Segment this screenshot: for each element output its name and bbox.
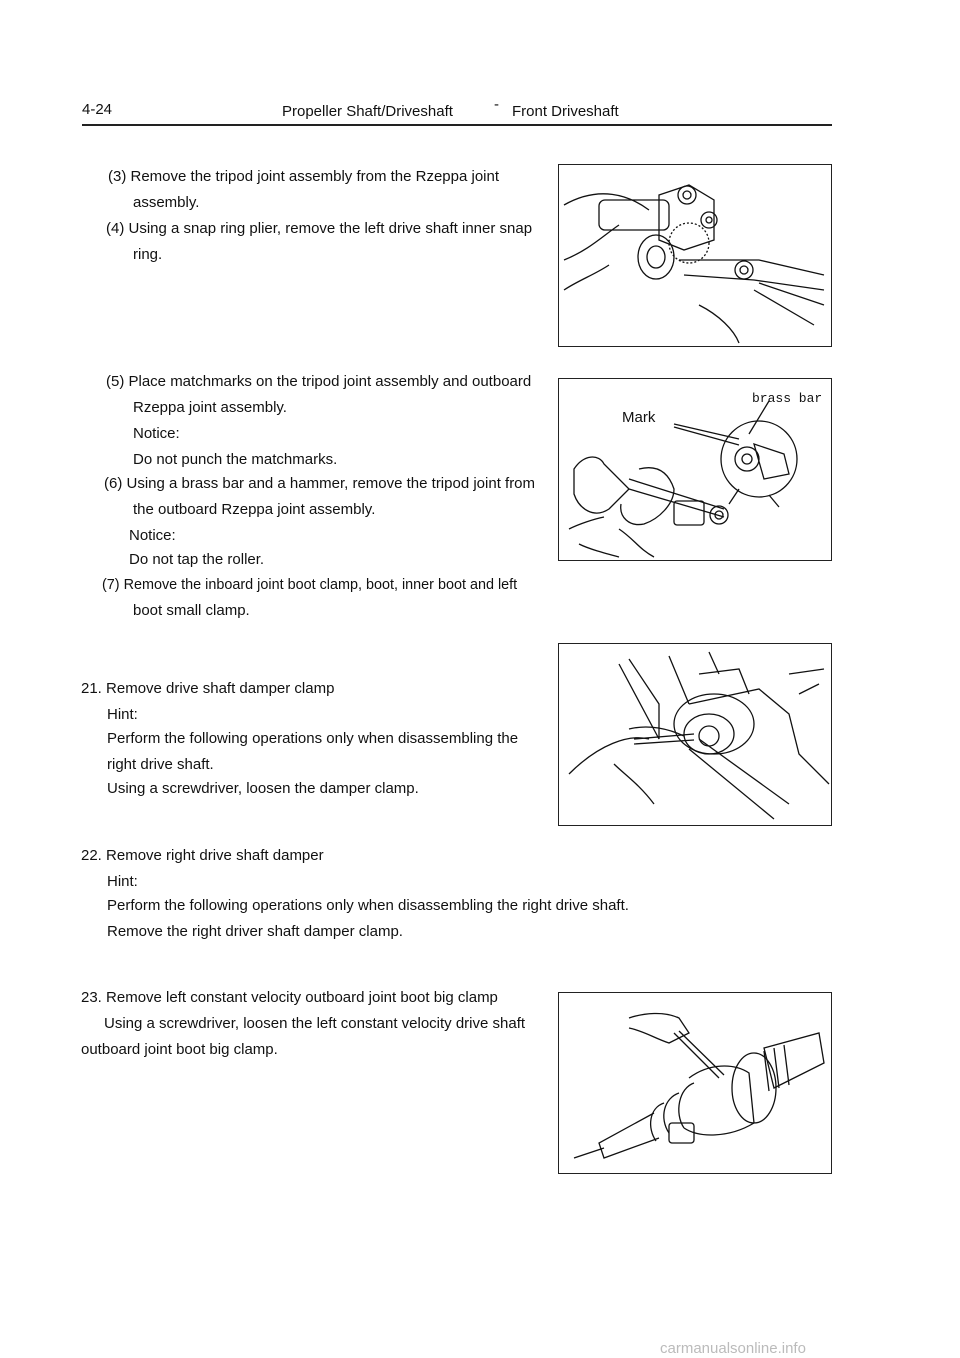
mark-label: Mark [622, 409, 656, 426]
subsection-title: Front Driveshaft [512, 103, 619, 120]
step-6-notice-text: Do not tap the roller. [129, 551, 265, 568]
step-3-line-2: assembly. [133, 194, 200, 211]
section-title: Propeller Shaft/Driveshaft [282, 103, 453, 120]
step-5-line-2: Rzeppa joint assembly. [133, 399, 287, 416]
step-3-line-1: (3) Remove the tripod joint assembly from the Rzeppa joint [108, 168, 500, 185]
figure-snap-ring-plier [558, 164, 832, 347]
step-7-line-1: (7) Remove the inboard joint boot clamp, boot, inner boot and left [102, 577, 518, 593]
step-22-instruction: Remove the right driver shaft damper clamp. [107, 923, 403, 940]
step-5-notice-label: Notice: [133, 425, 180, 442]
step-6-notice-label: Notice: [129, 527, 176, 544]
step-21-hint-line-1: Perform the following operations only when disassembling the [107, 730, 519, 747]
brass-bar-label: brass bar [752, 391, 823, 406]
step-6-line-2: the outboard Rzeppa joint assembly. [133, 501, 376, 518]
step-4-line-2: ring. [133, 246, 163, 263]
page-number: 4-24 [82, 101, 113, 118]
step-21-instruction: Using a screwdriver, loosen the damper clamp. [107, 780, 419, 797]
step-4-line-1: (4) Using a snap ring plier, remove the left drive shaft inner snap [106, 220, 533, 237]
figure-boot-big-clamp [558, 992, 832, 1174]
step-22-title: 22. Remove right drive shaft damper [81, 847, 324, 864]
step-23-line-2: outboard joint boot big clamp. [81, 1041, 278, 1058]
step-5-notice-text: Do not punch the matchmarks. [133, 451, 338, 468]
step-21-title: 21. Remove drive shaft damper clamp [81, 680, 335, 697]
step-22-hint-label: Hint: [107, 873, 138, 890]
header-rule [82, 124, 832, 126]
step-7-line-2: boot small clamp. [133, 602, 250, 619]
step-23-line-1: Using a screwdriver, loosen the left constant velocity drive shaft [104, 1015, 526, 1032]
watermark: carmanualsonline.info [660, 1340, 806, 1357]
step-6-line-1: (6) Using a brass bar and a hammer, remove the tripod joint from [104, 475, 536, 492]
header-dash: - [494, 96, 499, 113]
step-22-hint-line: Perform the following operations only when disassembling the right drive shaft. [107, 897, 629, 914]
figure-damper-clamp [558, 643, 832, 826]
step-21-hint-line-2: right drive shaft. [107, 756, 214, 773]
step-23-title: 23. Remove left constant velocity outboard joint boot big clamp [81, 989, 498, 1006]
step-5-line-1: (5) Place matchmarks on the tripod joint assembly and outboard [106, 373, 532, 390]
figure-brass-bar-matchmark [558, 378, 832, 561]
step-21-hint-label: Hint: [107, 706, 138, 723]
